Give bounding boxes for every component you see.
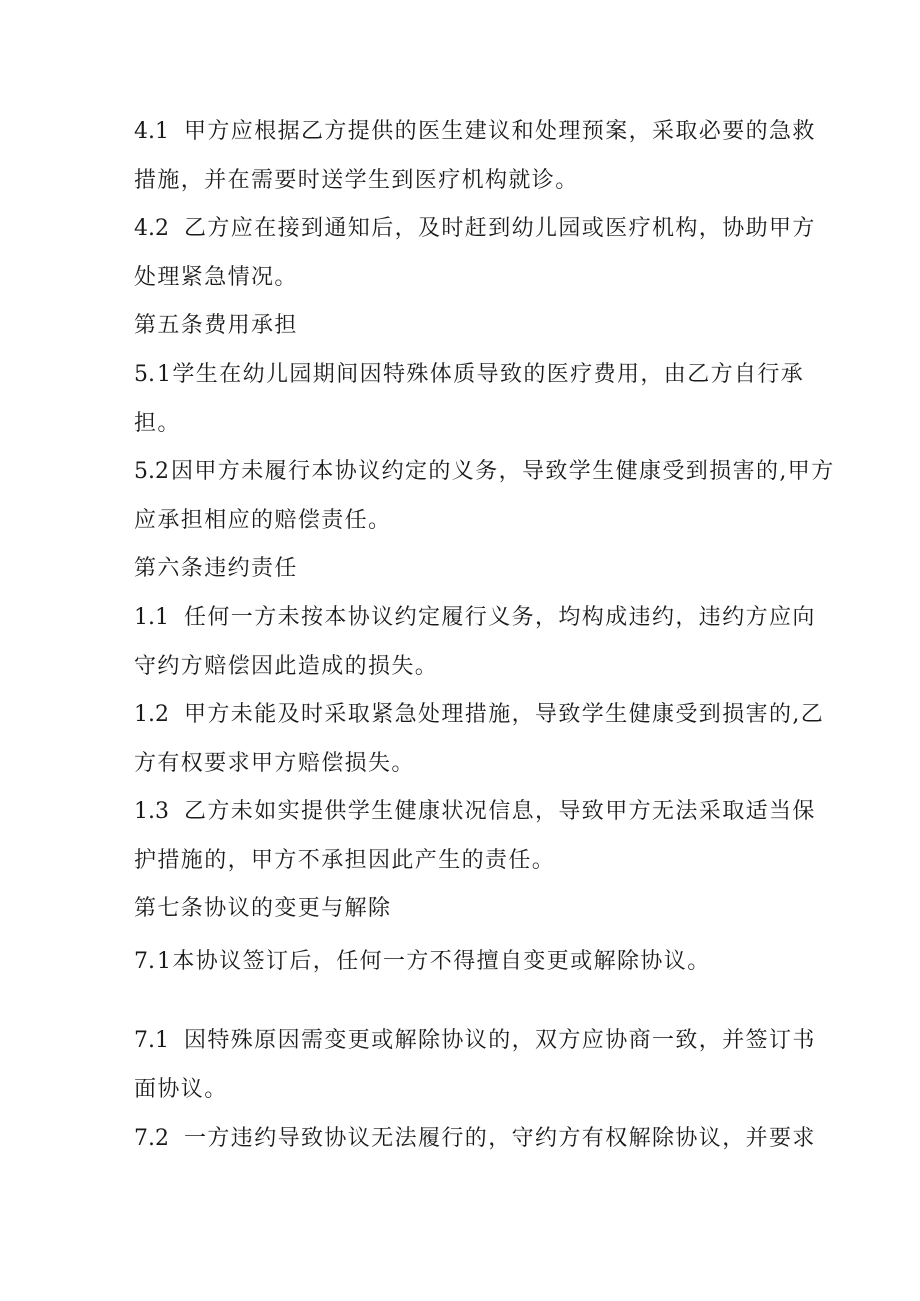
clause-text: 应承担相应的赔偿责任。 <box>134 508 392 533</box>
clause-6-1-1-line-2 <box>134 652 438 682</box>
clause-number: 1.3 <box>134 799 169 824</box>
clause-text: 因甲方未履行本协议约定的义务，导致学生健康受到损害的,甲方 <box>171 459 835 484</box>
clause-5-1-line-1 <box>134 360 804 390</box>
clause-number: 4.1 <box>134 119 169 144</box>
clause-text: 乙方未如实提供学生健康状况信息，导致甲方无法采取适当保 <box>184 799 816 824</box>
clause-6-1-2-line-2 <box>134 749 415 779</box>
clause-6-1-2-line-1 <box>134 700 824 730</box>
section-heading: 第五条费用承担 <box>134 313 298 338</box>
clause-text: 甲方未能及时采取紧急处理措施，导致学生健康受到损害的,乙 <box>184 702 825 727</box>
clause-number: 5.2 <box>134 459 169 484</box>
clause-text: 乙方应在接到通知后，及时赶到幼儿园或医疗机构，协助甲方 <box>184 216 816 241</box>
clause-text: 任何一方未按本协议约定履行义务，均构成违约，违约方应向 <box>184 605 816 630</box>
section-heading-article-5 <box>134 311 298 341</box>
section-heading: 第六条违约责任 <box>134 556 298 581</box>
clause-5-1-line-2 <box>134 409 181 439</box>
clause-text: 措施，并在需要时送学生到医疗机构就诊。 <box>134 168 579 193</box>
clause-number: 7. <box>134 949 155 974</box>
clause-number: 1.1 <box>134 605 169 630</box>
clause-text: 1本协议签订后，任何一方不得擅自变更或解除协议。 <box>157 949 711 974</box>
clause-4-1-line-1 <box>134 117 816 147</box>
clause-text: 一方违约导致协议无法履行的，守约方有权解除协议，并要求 <box>184 1126 816 1151</box>
section-heading-article-7 <box>134 894 391 924</box>
clause-number: 5. <box>134 362 155 387</box>
section-heading: 第七条协议的变更与解除 <box>134 896 392 921</box>
clause-5-2-line-1 <box>134 457 835 487</box>
clause-text: 1学生在幼儿园期间因特殊体质导致的医疗费用，由乙方自行承 <box>157 362 805 387</box>
clause-6-1-3-line-1 <box>134 797 816 827</box>
clause-text: 面协议。 <box>134 1077 228 1102</box>
clause-7-1-line-1 <box>134 1026 816 1056</box>
clause-text: 处理紧急情况。 <box>134 265 298 290</box>
clause-text: 方有权要求甲方赔偿损失。 <box>134 751 415 776</box>
clause-text: 守约方赔偿因此造成的损失。 <box>134 654 439 679</box>
clause-number: 7.2 <box>134 1126 169 1151</box>
clause-text: 因特殊原因需变更或解除协议的，双方应协商一致，并签订书 <box>184 1028 816 1053</box>
clause-text: 担。 <box>134 411 181 436</box>
clause-text: 护措施的，甲方不承担因此产生的责任。 <box>134 848 556 873</box>
section-heading-article-6 <box>134 554 298 584</box>
clause-4-1-line-2 <box>134 166 579 196</box>
clause-number: 4.2 <box>134 216 169 241</box>
clause-number: 1.2 <box>134 702 169 727</box>
clause-5-2-line-2 <box>134 506 391 536</box>
clause-4-2-line-1 <box>134 214 816 244</box>
clause-number: 7.1 <box>134 1028 169 1053</box>
clause-6-1-1-line-1 <box>134 603 816 633</box>
clause-6-1-3-line-2 <box>134 846 555 876</box>
clause-7-1-line-2 <box>134 1075 228 1105</box>
clause-7-1-a-line-1 <box>134 947 711 977</box>
clause-7-2-line-1 <box>134 1124 816 1154</box>
clause-4-2-line-2 <box>134 263 298 293</box>
clause-text: 甲方应根据乙方提供的医生建议和处理预案，采取必要的急救 <box>184 119 816 144</box>
